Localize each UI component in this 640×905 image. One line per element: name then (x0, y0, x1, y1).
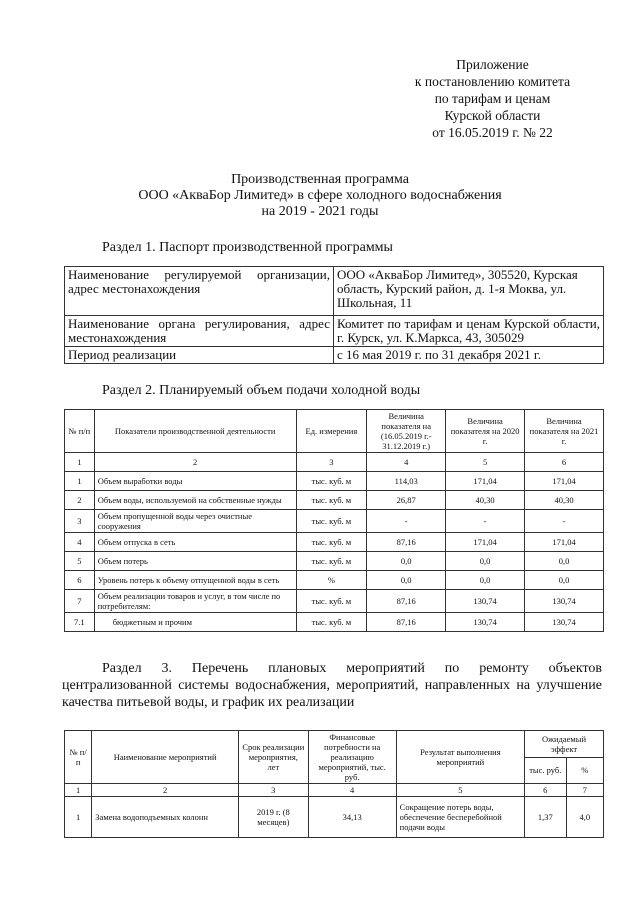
row-number: 1 (65, 797, 92, 838)
row-unit: тыс. куб. м (296, 552, 367, 571)
table-header-row (65, 731, 604, 758)
table-row (65, 613, 604, 632)
section3-heading (62, 660, 602, 711)
appendix-line-1: Приложение (456, 57, 529, 72)
appendix-line-2: к постановлению комитета (414, 74, 571, 89)
row-value-2019: 87,16 (367, 590, 446, 613)
row-unit: тыс. куб. м (296, 510, 367, 533)
row-value-2020: 130,74 (446, 613, 525, 632)
col-number: 2 (94, 453, 296, 472)
row-value-2019: - (367, 510, 446, 533)
row-result: Сокращение потерь воды, обеспечение бесперебойной подачи воды (396, 797, 524, 838)
col-header-2019: Величина показателя на (16.05.2019 г.- 31.12.2019 г.) (367, 410, 446, 453)
row-value-2021: 171,04 (525, 472, 604, 491)
table-row (65, 571, 604, 590)
row-indicator: бюджетным и прочим (94, 613, 296, 632)
passport-value: ООО «АкваБор Лимитед», 305520, Курская область, Курский район, д. 1-я Моква, ул. Школьная, 11 (334, 267, 604, 316)
row-indicator: Объем реализации товаров и услуг, в том числе по потребителям: (94, 590, 296, 613)
row-value-2021: 0,0 (525, 552, 604, 571)
col-number-row (65, 453, 604, 472)
col-header-term: Срок реализации мероприятия, лет (238, 731, 308, 784)
title-line-3: на 2019 - 2021 годы (261, 204, 379, 219)
passport-label: Период реализации (65, 347, 334, 364)
col-header-effect-pct: % (566, 757, 603, 784)
passport-table (64, 266, 604, 364)
col-header-effect: Ожидаемый эффект (525, 731, 604, 758)
col-number: 1 (65, 784, 92, 797)
appendix-line-5: от 16.05.2019 г. № 22 (432, 125, 553, 140)
appendix-line-4: Курской области (444, 108, 541, 123)
row-value-2021: 40,30 (525, 491, 604, 510)
passport-value: с 16 мая 2019 г. по 31 декабря 2021 г. (334, 347, 604, 364)
section1-heading: Раздел 1. Паспорт производственной программы (102, 240, 393, 255)
col-header-num: № п/п (65, 410, 95, 453)
row-value-2020: 0,0 (446, 552, 525, 571)
table-row (65, 797, 604, 838)
row-indicator: Объем пропущенной воды через очистные сооружения (94, 510, 296, 533)
table-row (65, 316, 604, 347)
table-row (65, 510, 604, 533)
appendix-line-3: по тарифам и ценам (434, 91, 551, 106)
col-header-name: Наименование мероприятий (92, 731, 239, 784)
row-value-2019: 87,16 (367, 613, 446, 632)
row-number: 2 (65, 491, 95, 510)
row-indicator: Объем воды, используемой на собственные нужды (94, 491, 296, 510)
col-header-result: Результат выполнения мероприятий (396, 731, 524, 784)
row-effect-pct: 4,0 (566, 797, 603, 838)
row-number: 3 (65, 510, 95, 533)
col-number: 3 (238, 784, 308, 797)
row-indicator: Объем отпуска в сеть (94, 533, 296, 552)
section2-heading: Раздел 2. Планируемый объем подачи холодной воды (102, 383, 421, 398)
row-value-2020: 40,30 (446, 491, 525, 510)
col-header-num: № п/п (65, 731, 92, 784)
row-value-2021: 130,74 (525, 590, 604, 613)
row-number: 7 (65, 590, 95, 613)
col-header-indicator: Показатели производственной деятельности (94, 410, 296, 453)
passport-label: Наименование регулируемой организации, адрес местонахождения (65, 267, 334, 316)
row-number: 5 (65, 552, 95, 571)
title-line-1: Производственная программа (231, 172, 409, 187)
table-row (65, 347, 604, 364)
col-number: 4 (367, 453, 446, 472)
row-unit: тыс. куб. м (296, 590, 367, 613)
col-header-unit: Ед. измерения (296, 410, 367, 453)
row-unit: % (296, 571, 367, 590)
col-header-fin: Финансовые потребности на реализацию мероприятий, тыс. руб. (308, 731, 396, 784)
table-row (65, 552, 604, 571)
table-row (65, 491, 604, 510)
row-value-2020: 171,04 (446, 472, 525, 491)
col-number: 1 (65, 453, 95, 472)
table-row (65, 533, 604, 552)
col-number: 5 (446, 453, 525, 472)
row-value-2021: 130,74 (525, 613, 604, 632)
row-value-2019: 114,03 (367, 472, 446, 491)
row-unit: тыс. куб. м (296, 491, 367, 510)
section3-heading-line1: Раздел 3. Перечень плановых мероприятий по ремонту объектов (102, 661, 602, 676)
col-header-2021: Величина показателя на 2021 г. (525, 410, 604, 453)
row-value-2019: 87,16 (367, 533, 446, 552)
row-indicator: Уровень потерь к объему отпущенной воды в сеть (94, 571, 296, 590)
events-table (64, 730, 604, 838)
row-number: 4 (65, 533, 95, 552)
row-value-2019: 0,0 (367, 552, 446, 571)
table-row (65, 590, 604, 613)
col-number: 6 (525, 784, 566, 797)
col-number: 6 (525, 453, 604, 472)
row-indicator: Объем потерь (94, 552, 296, 571)
document-title (100, 172, 540, 220)
appendix-block (395, 56, 590, 141)
col-number: 5 (396, 784, 524, 797)
passport-label: Наименование органа регулирования, адрес местонахождения (65, 316, 334, 347)
row-unit: тыс. куб. м (296, 533, 367, 552)
row-term: 2019 г. (8 месяцев) (238, 797, 308, 838)
col-header-effect-rub: тыс. руб. (525, 757, 566, 784)
table-row (65, 267, 604, 316)
passport-value: Комитет по тарифам и ценам Курской области, г. Курск, ул. К.Маркса, 43, 305029 (334, 316, 604, 347)
row-value-2019: 26,87 (367, 491, 446, 510)
volume-table (64, 409, 604, 632)
row-value-2020: 0,0 (446, 571, 525, 590)
row-value-2020: 130,74 (446, 590, 525, 613)
row-financing: 34,13 (308, 797, 396, 838)
col-number: 3 (296, 453, 367, 472)
row-number: 7.1 (65, 613, 95, 632)
row-event-name: Замена водоподъемных колонн (92, 797, 239, 838)
row-unit: тыс. куб. м (296, 613, 367, 632)
row-number: 1 (65, 472, 95, 491)
row-number: 6 (65, 571, 95, 590)
section3-heading-rest: централизованной системы водоснабжения, мероприятий, направленных на улучшение качества питьевой воды, и график их реализации (62, 678, 602, 710)
row-value-2021: - (525, 510, 604, 533)
col-number: 4 (308, 784, 396, 797)
col-number: 2 (92, 784, 239, 797)
row-unit: тыс. куб. м (296, 472, 367, 491)
row-effect-rub: 1,37 (525, 797, 566, 838)
row-value-2021: 171,04 (525, 533, 604, 552)
table-header-row (65, 410, 604, 453)
col-number-row (65, 784, 604, 797)
row-value-2020: 171,04 (446, 533, 525, 552)
table-row (65, 472, 604, 491)
col-header-2020: Величина показателя на 2020 г. (446, 410, 525, 453)
title-line-2: ООО «АкваБор Лимитед» в сфере холодного водоснабжения (138, 188, 502, 203)
row-value-2019: 0,0 (367, 571, 446, 590)
row-indicator: Объем выработки воды (94, 472, 296, 491)
row-value-2021: 0,0 (525, 571, 604, 590)
col-number: 7 (566, 784, 603, 797)
row-value-2020: - (446, 510, 525, 533)
